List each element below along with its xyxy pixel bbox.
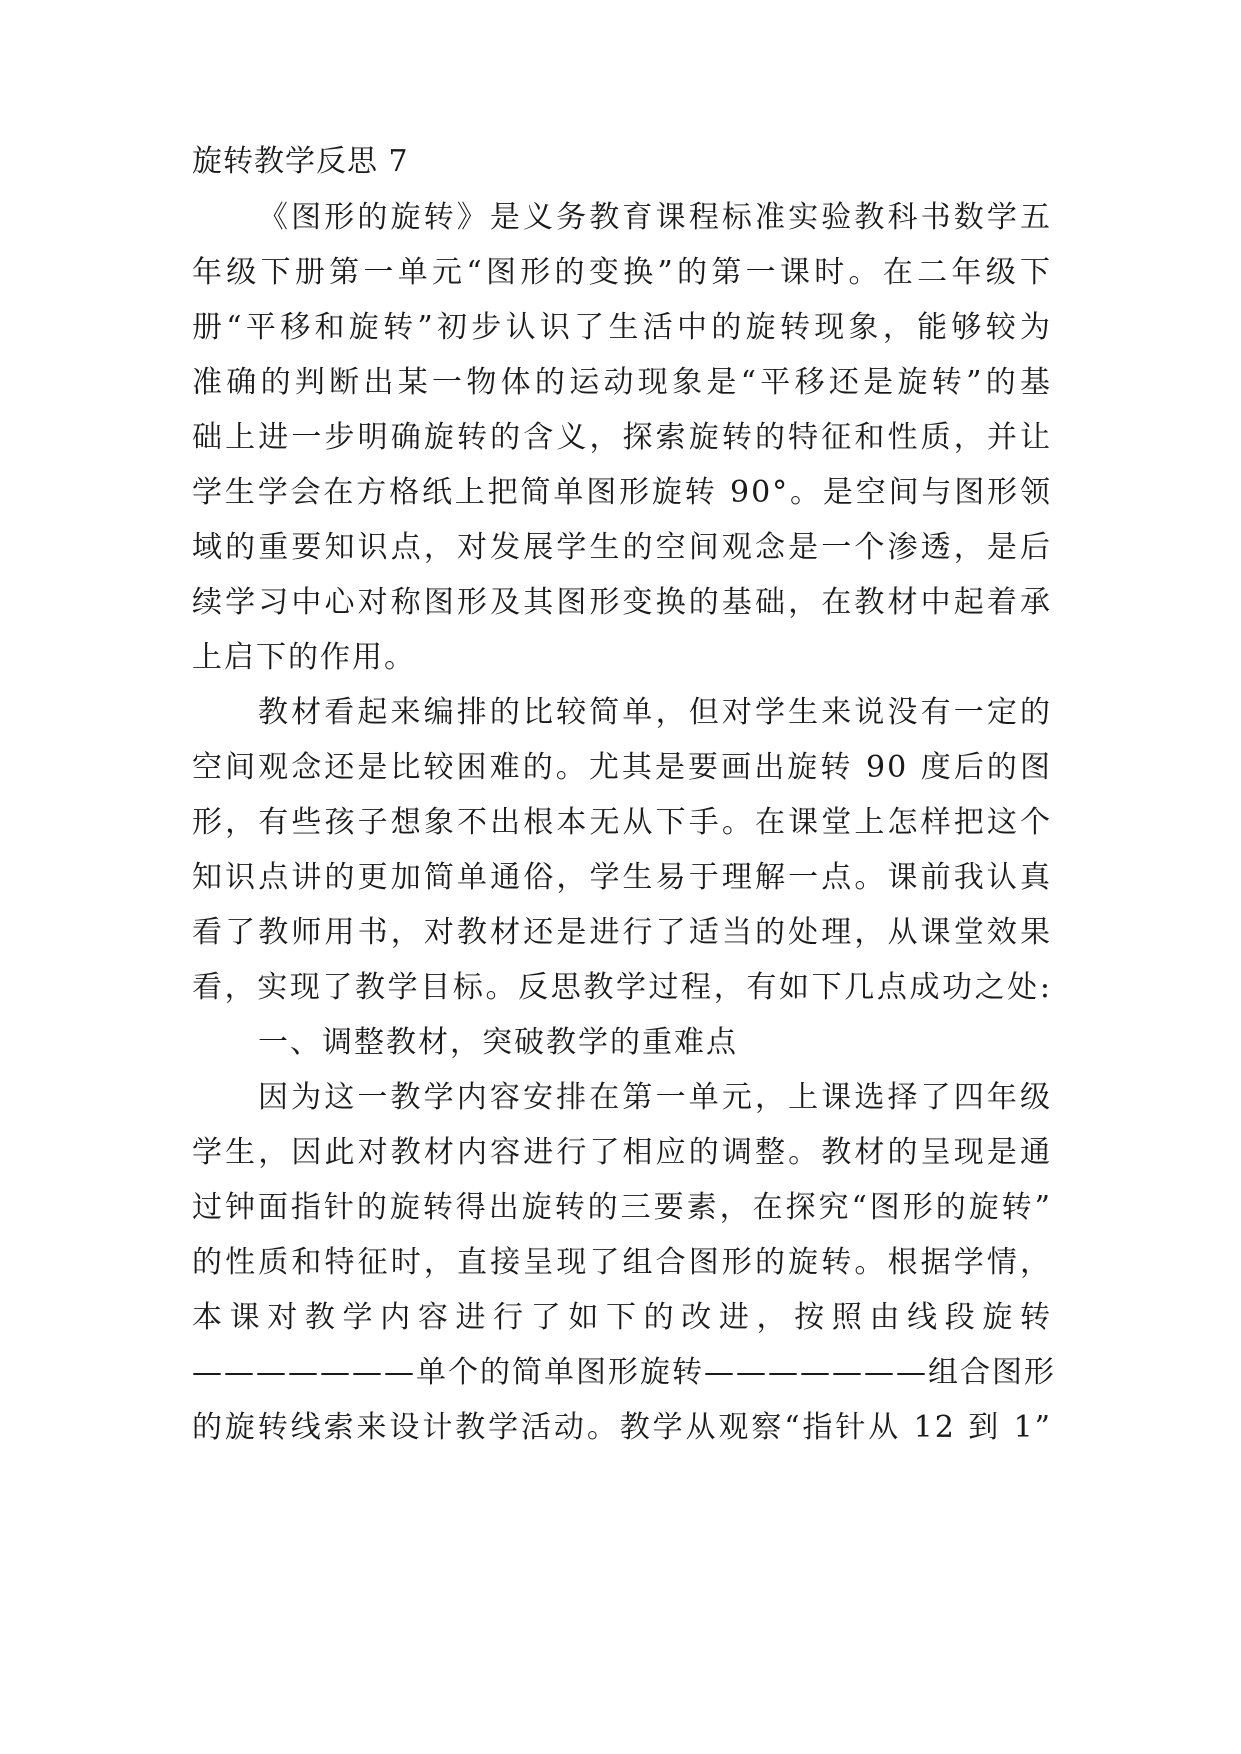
paragraph-line: 年级下册第一单元“图形的变换”的第一课时。在二年级下 <box>192 255 1052 290</box>
paragraph-line: 形，有些孩子想象不出根本无从下手。在课堂上怎样把这个 <box>192 805 1052 840</box>
paragraph-line: 空间观念还是比较困难的。尤其是要画出旋转 90 度后的图 <box>192 750 1052 785</box>
paragraph-line: ———————单个的简单图形旋转———————组合图形 <box>192 1355 1056 1390</box>
paragraph-line: 域的重要知识点，对发展学生的空间观念是一个渗透，是后 <box>192 530 1052 565</box>
paragraph-line: 过钟面指针的旋转得出旋转的三要素，在探究“图形的旋转” <box>192 1190 1052 1225</box>
paragraph-line: 的性质和特征时，直接呈现了组合图形的旋转。根据学情， <box>192 1245 1052 1280</box>
paragraph-line: 看了教师用书，对教材还是进行了适当的处理，从课堂效果 <box>192 915 1052 950</box>
paragraph-line: 知识点讲的更加简单通俗，学生易于理解一点。课前我认真 <box>192 860 1052 895</box>
section-heading: 一、调整教材，突破教学的重难点 <box>258 1025 738 1060</box>
paragraph-line: 上启下的作用。 <box>192 640 416 675</box>
paragraph-line: 看，实现了教学目标。反思教学过程，有如下几点成功之处: <box>192 970 1052 1005</box>
paragraph-line: 学生，因此对教材内容进行了相应的调整。教材的呈现是通 <box>192 1135 1052 1170</box>
paragraph-line: 本课对教学内容进行了如下的改进，按照由线段旋转 <box>192 1300 1052 1335</box>
paragraph-line: 的旋转线索来设计教学活动。教学从观察“指针从 12 到 1” <box>192 1410 1052 1445</box>
paragraph-line: 因为这一教学内容安排在第一单元，上课选择了四年级 <box>258 1080 1052 1115</box>
document-title: 旋转教学反思 7 <box>192 144 409 179</box>
paragraph-line: 《图形的旋转》是义务教育课程标准实验教科书数学五 <box>258 200 1052 235</box>
paragraph-line: 册“平移和旋转”初步认识了生活中的旋转现象，能够较为 <box>192 310 1052 345</box>
paragraph-line: 教材看起来编排的比较简单，但对学生来说没有一定的 <box>258 695 1052 730</box>
paragraph-line: 础上进一步明确旋转的含义，探索旋转的特征和性质，并让 <box>192 420 1052 455</box>
paragraph-line: 准确的判断出某一物体的运动现象是“平移还是旋转”的基 <box>192 365 1052 400</box>
paragraph-line: 学生学会在方格纸上把简单图形旋转 90°。是空间与图形领 <box>192 475 1052 510</box>
paragraph-line: 续学习中心对称图形及其图形变换的基础，在教材中起着承 <box>192 585 1052 620</box>
